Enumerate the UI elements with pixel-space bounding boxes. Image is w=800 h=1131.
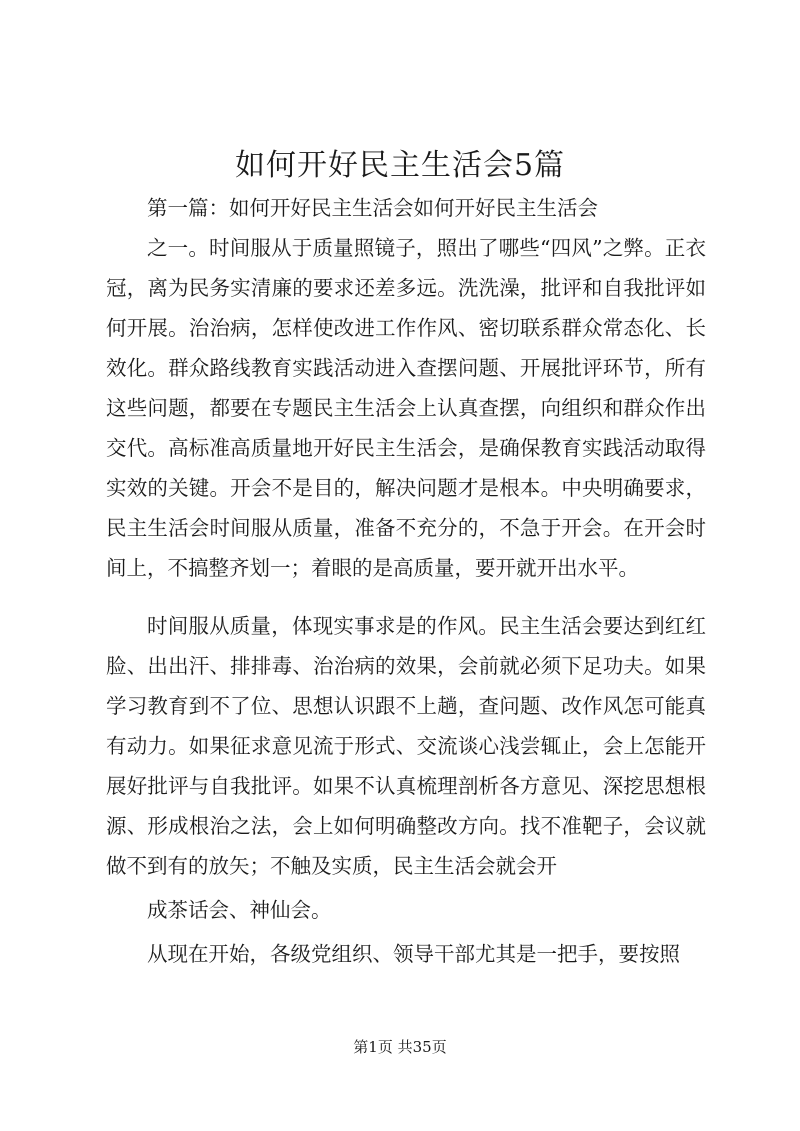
document-title: 如何开好民主生活会5篇 bbox=[234, 148, 566, 183]
document-body bbox=[106, 188, 706, 974]
paragraph: 从现在开始，各级党组织、领导干部尤其是一把手，要按照 bbox=[147, 942, 680, 966]
paragraph: 时间服从质量，体现实事求是的作风。民主生活会要达到红红脸、出出汗、排排毒、治治病的效果，会前就必须下足功夫。如果学习教育到不了位、思想认识跟不上趟，查问题、改作风怎可能真有动力。如果征求意见流于形式、交流谈心浅尝辄止，会上怎能开展好批评与自我批评。如果不认真梳理剖析各方意见、深挖思想根源、形成根治之法，会上如何明确整改方向。找不准靶子，会议就做不到有的放矢；不触及实质，民主生活会就会开 bbox=[106, 614, 706, 878]
paragraph: 第一篇：如何开好民主生活会如何开好民主生活会 bbox=[147, 196, 598, 220]
page-footer: 第1页 共35页 bbox=[353, 1038, 447, 1056]
paragraph: 之一。时间服从于质量照镜子，照出了哪些“四风”之弊。正衣冠，离为民务实清廉的要求还差多远。洗洗澡，批评和自我批评如何开展。治治病，怎样使改进工作作风、密切联系群众常态化、长效化。群众路线教育实践活动进入查摆问题、开展批评环节，所有这些问题，都要在专题民主生活会上认真查摆，向组织和群众作出交代。高标准高质量地开好民主生活会，是确保教育实践活动取得实效的关键。开会不是目的，解决问题才是根本。中央明确要求，民主生活会时间服从质量，准备不充分的，不急于开会。在开会时间上，不搞整齐划一；着眼的是高质量，要开就开出水平。 bbox=[106, 236, 706, 580]
paragraph: 成茶话会、神仙会。 bbox=[147, 898, 332, 922]
